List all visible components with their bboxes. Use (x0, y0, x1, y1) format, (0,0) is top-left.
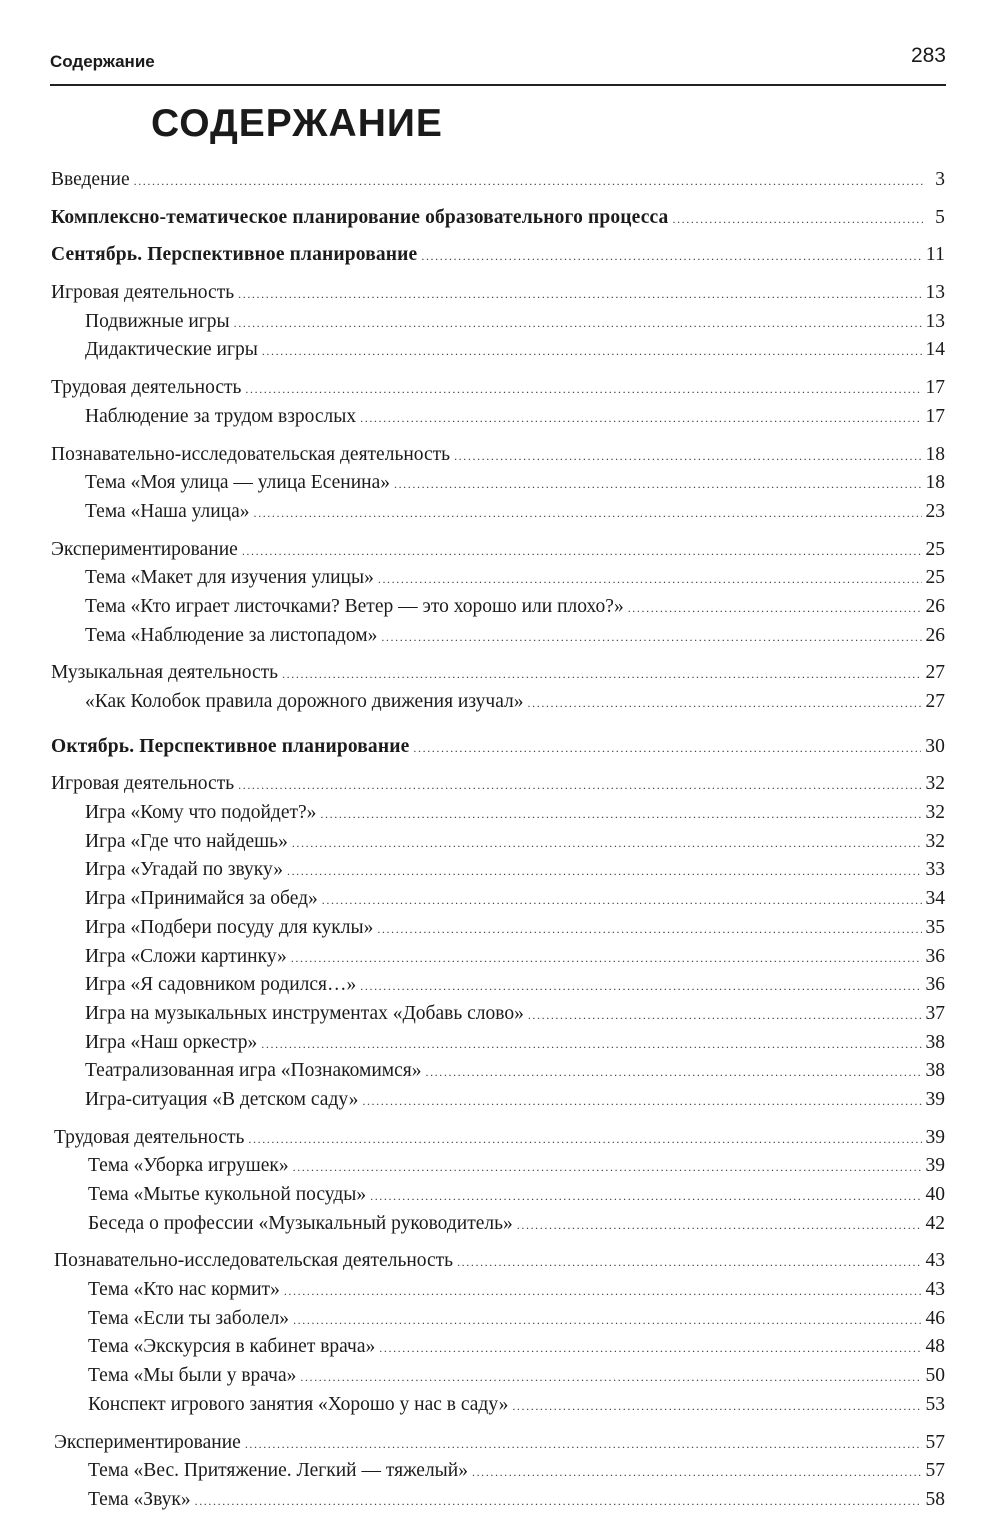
toc-entry-page: 43 (925, 1250, 945, 1272)
toc-entry (51, 770, 945, 799)
toc-entry-title: Дидактические игры (85, 339, 258, 361)
toc-entry-page: 17 (925, 405, 945, 427)
toc-entry-title: Игра «Наш оркестр» (85, 1031, 258, 1053)
toc-entry-page: 25 (925, 538, 945, 560)
toc-entry-page: 57 (925, 1431, 945, 1453)
toc-entry-title: Тема «Кто нас кормит» (88, 1279, 280, 1301)
toc-entry-title: Конспект игрового занятия «Хорошо у нас в саду» (88, 1393, 509, 1415)
toc-entry (51, 733, 945, 762)
toc-entry (51, 166, 945, 195)
toc-entry-page: 27 (925, 662, 945, 684)
toc-dot-leader (238, 280, 921, 309)
toc-entry-title: Театрализованная игра «Познакомимся» (85, 1060, 422, 1082)
toc-entry (51, 799, 945, 828)
toc-entry (51, 1276, 945, 1305)
toc-dot-leader (421, 242, 922, 271)
toc-entry-title: Тема «Мытье кукольной посуды» (88, 1184, 367, 1205)
toc-entry-title: Тема «Экскурсия в кабинет врача» (88, 1336, 376, 1358)
toc-dot-leader (248, 1125, 921, 1154)
toc-entry-page: 27 (925, 691, 945, 712)
toc-entry-title: Тема «Моя улица — улица Есенина» (85, 472, 390, 494)
toc-entry-page: 46 (925, 1307, 945, 1329)
toc-dot-leader (238, 771, 921, 800)
toc-entry-page: 42 (925, 1212, 945, 1234)
toc-dot-leader (457, 1248, 921, 1277)
toc-entry-title: Познавательно-исследовательская деятельность (51, 443, 451, 465)
toc-entry-page: 43 (925, 1279, 945, 1301)
toc-entry-page: 13 (925, 310, 945, 332)
toc-dot-leader (282, 660, 921, 689)
toc-dot-leader (245, 1430, 922, 1459)
toc-entry-title: Сентябрь. Перспективное планирование (51, 244, 418, 266)
toc-entry-title: Игровая деятельность (51, 773, 235, 795)
toc-entry (51, 1210, 945, 1239)
toc-dot-leader (322, 886, 922, 915)
toc-entry-title: Игра «Подбери посуду для куклы» (85, 916, 374, 938)
toc-entry (51, 1057, 945, 1086)
toc-entry (51, 279, 945, 308)
toc-dot-leader (287, 857, 922, 886)
toc-entry (51, 536, 945, 565)
toc-entry-page: 25 (925, 567, 945, 589)
toc-entry-title: Игра «Угадай по звуку» (85, 859, 283, 881)
toc-entry-page: 32 (925, 802, 945, 824)
toc-dot-leader (379, 1334, 921, 1363)
toc-entry-title: Музыкальная деятельность (51, 662, 279, 684)
toc-entry (51, 1086, 945, 1115)
toc-entry-page: 37 (925, 1002, 945, 1024)
toc-entry (51, 914, 945, 943)
toc-entry (51, 1181, 945, 1210)
toc-entry-page: 18 (925, 443, 945, 465)
toc-dot-leader (360, 972, 921, 1001)
toc-entry-page: 32 (925, 773, 945, 795)
toc-entry-title: Беседа о профессии «Музыкальный руководитель» (88, 1212, 513, 1234)
toc-entry-page: 35 (925, 916, 945, 938)
toc-entry-title: Экспериментирование (54, 1431, 241, 1453)
toc-entry (51, 1000, 945, 1029)
toc-entry-title: Комплексно-тематическое планирование образовательного процесса (51, 206, 669, 228)
toc-entry-title: Тема «Макет для изучения улицы» (85, 567, 374, 589)
toc-entry-page: 36 (925, 974, 945, 996)
toc-entry-page: 5 (935, 206, 945, 228)
toc-entry-page: 17 (925, 377, 945, 399)
toc-entry-title: Тема «Наблюдение за листопадом» (85, 624, 378, 646)
toc-dot-leader (454, 442, 921, 471)
toc-entry-page: 50 (925, 1365, 945, 1387)
toc-entry-title: Игра «Кому что подойдет?» (85, 802, 317, 824)
toc-entry-title: Игра «Где что найдешь» (85, 830, 288, 852)
toc-entry (51, 1391, 945, 1420)
toc-dot-leader (242, 537, 922, 566)
toc-dot-leader (381, 623, 921, 652)
toc-entry (51, 336, 945, 365)
table-of-contents (51, 166, 945, 1515)
toc-entry-title: Игра на музыкальных инструментах «Добавь слово» (85, 1002, 524, 1024)
toc-entry-title: Экспериментирование (51, 538, 238, 560)
toc-entry (51, 1457, 945, 1486)
toc-entry-page: 18 (925, 472, 945, 494)
toc-entry-title: Трудовая деятельность (54, 1126, 245, 1148)
page-number: 283 (910, 44, 946, 67)
toc-dot-leader (628, 594, 922, 623)
toc-entry-page: 58 (925, 1488, 945, 1510)
toc-entry-title: Тема «Наша улица» (85, 500, 250, 522)
toc-entry-title: Игра-ситуация «В детском саду» (85, 1088, 359, 1110)
toc-entry-page: 39 (925, 1126, 945, 1148)
toc-dot-leader (284, 1277, 922, 1306)
running-title: Содержание (50, 52, 155, 71)
toc-dot-leader (394, 470, 922, 499)
toc-entry-title: Игра «Принимайся за обед» (85, 888, 318, 910)
toc-dot-leader (261, 1030, 921, 1059)
toc-entry (51, 688, 945, 717)
toc-dot-leader (425, 1058, 921, 1087)
toc-entry-page: 3 (935, 169, 945, 190)
toc-entry-page: 38 (925, 1031, 945, 1053)
toc-entry-title: Тема «Уборка игрушек» (88, 1155, 289, 1177)
toc-entry (51, 1333, 945, 1362)
toc-entry-page: 36 (925, 945, 945, 967)
toc-dot-leader (360, 404, 921, 433)
toc-entry-page: 48 (925, 1336, 945, 1358)
toc-entry-page: 34 (925, 888, 945, 910)
toc-entry (51, 1362, 945, 1391)
toc-entry-title: Подвижные игры (85, 310, 230, 332)
toc-entry-title: Наблюдение за трудом взрослых (85, 405, 357, 427)
toc-dot-leader (377, 915, 921, 944)
toc-entry-title: Игра «Сложи картинку» (85, 945, 287, 967)
toc-dot-leader (370, 1182, 921, 1211)
running-header (50, 44, 946, 86)
toc-entry (51, 241, 945, 270)
toc-dot-leader (362, 1087, 921, 1116)
toc-entry-title: Тема «Вес. Притяжение. Легкий — тяжелый» (88, 1460, 468, 1482)
toc-entry (51, 403, 945, 432)
toc-entry (51, 659, 945, 688)
toc-entry (51, 469, 945, 498)
toc-entry (51, 1124, 945, 1153)
toc-entry-title: Трудовая деятельность (51, 377, 242, 399)
toc-entry-page: 26 (925, 595, 945, 617)
toc-entry-page: 39 (925, 1155, 945, 1177)
toc-entry-title: Игровая деятельность (51, 282, 235, 304)
toc-entry-page: 53 (925, 1393, 945, 1415)
toc-dot-leader (517, 1211, 922, 1240)
toc-entry-page: 39 (925, 1088, 945, 1110)
toc-dot-leader (291, 944, 922, 973)
toc-dot-leader (320, 800, 921, 829)
toc-dot-leader (195, 1487, 922, 1516)
toc-entry (51, 828, 945, 857)
toc-dot-leader (528, 689, 922, 718)
toc-entry (51, 1429, 945, 1458)
toc-entry-title: Тема «Звук» (88, 1488, 191, 1510)
toc-entry-page: 38 (925, 1060, 945, 1082)
toc-entry-title: «Как Колобок правила дорожного движения изучал» (85, 691, 524, 712)
toc-dot-leader (134, 167, 923, 196)
toc-entry (51, 885, 945, 914)
toc-dot-leader (262, 337, 922, 366)
toc-entry-title: Тема «Если ты заболел» (88, 1307, 290, 1329)
toc-entry-page: 33 (925, 859, 945, 881)
toc-entry-title: Игра «Я садовником родился…» (85, 974, 357, 996)
toc-entry (51, 1029, 945, 1058)
toc-entry (51, 856, 945, 885)
toc-entry (51, 1247, 945, 1276)
toc-entry-title: Тема «Кто играет листочками? Ветер — это хорошо или плохо?» (85, 595, 624, 617)
toc-entry (51, 1305, 945, 1334)
toc-dot-leader (413, 734, 921, 763)
toc-entry-title: Октябрь. Перспективное планирование (51, 735, 410, 757)
toc-dot-leader (300, 1363, 921, 1392)
toc-dot-leader (512, 1392, 921, 1421)
toc-dot-leader (293, 1306, 921, 1335)
toc-entry-title: Тема «Мы были у врача» (88, 1365, 297, 1387)
toc-dot-leader (472, 1458, 922, 1487)
toc-entry (51, 593, 945, 622)
toc-dot-leader (672, 205, 923, 234)
toc-entry-title: Введение (51, 169, 130, 190)
toc-dot-leader (292, 829, 922, 858)
toc-dot-leader (378, 565, 922, 594)
toc-entry (51, 204, 945, 233)
toc-entry (51, 498, 945, 527)
toc-entry (51, 441, 945, 470)
toc-dot-leader (528, 1001, 922, 1030)
toc-entry-page: 57 (925, 1460, 945, 1482)
toc-entry-page: 26 (925, 624, 945, 646)
toc-entry (51, 564, 945, 593)
toc-entry (51, 971, 945, 1000)
toc-entry-page: 13 (925, 282, 945, 304)
toc-entry (51, 943, 945, 972)
toc-entry (51, 622, 945, 651)
toc-entry-page: 14 (925, 339, 945, 361)
toc-entry-page: 32 (925, 830, 945, 852)
toc-dot-leader (245, 375, 921, 404)
toc-entry (51, 308, 945, 337)
toc-entry (51, 1486, 945, 1515)
toc-dot-leader (293, 1153, 922, 1182)
toc-entry-page: 11 (925, 244, 945, 266)
toc-entry-title: Познавательно-исследовательская деятельность (54, 1250, 454, 1272)
toc-dot-leader (234, 309, 922, 338)
toc-entry (51, 374, 945, 403)
toc-entry-page: 23 (925, 500, 945, 522)
page-title: СОДЕРЖАНИЕ (151, 102, 443, 145)
toc-entry-page: 30 (925, 735, 945, 757)
toc-dot-leader (254, 499, 922, 528)
toc-entry (51, 1152, 945, 1181)
toc-entry-page: 40 (925, 1184, 945, 1205)
